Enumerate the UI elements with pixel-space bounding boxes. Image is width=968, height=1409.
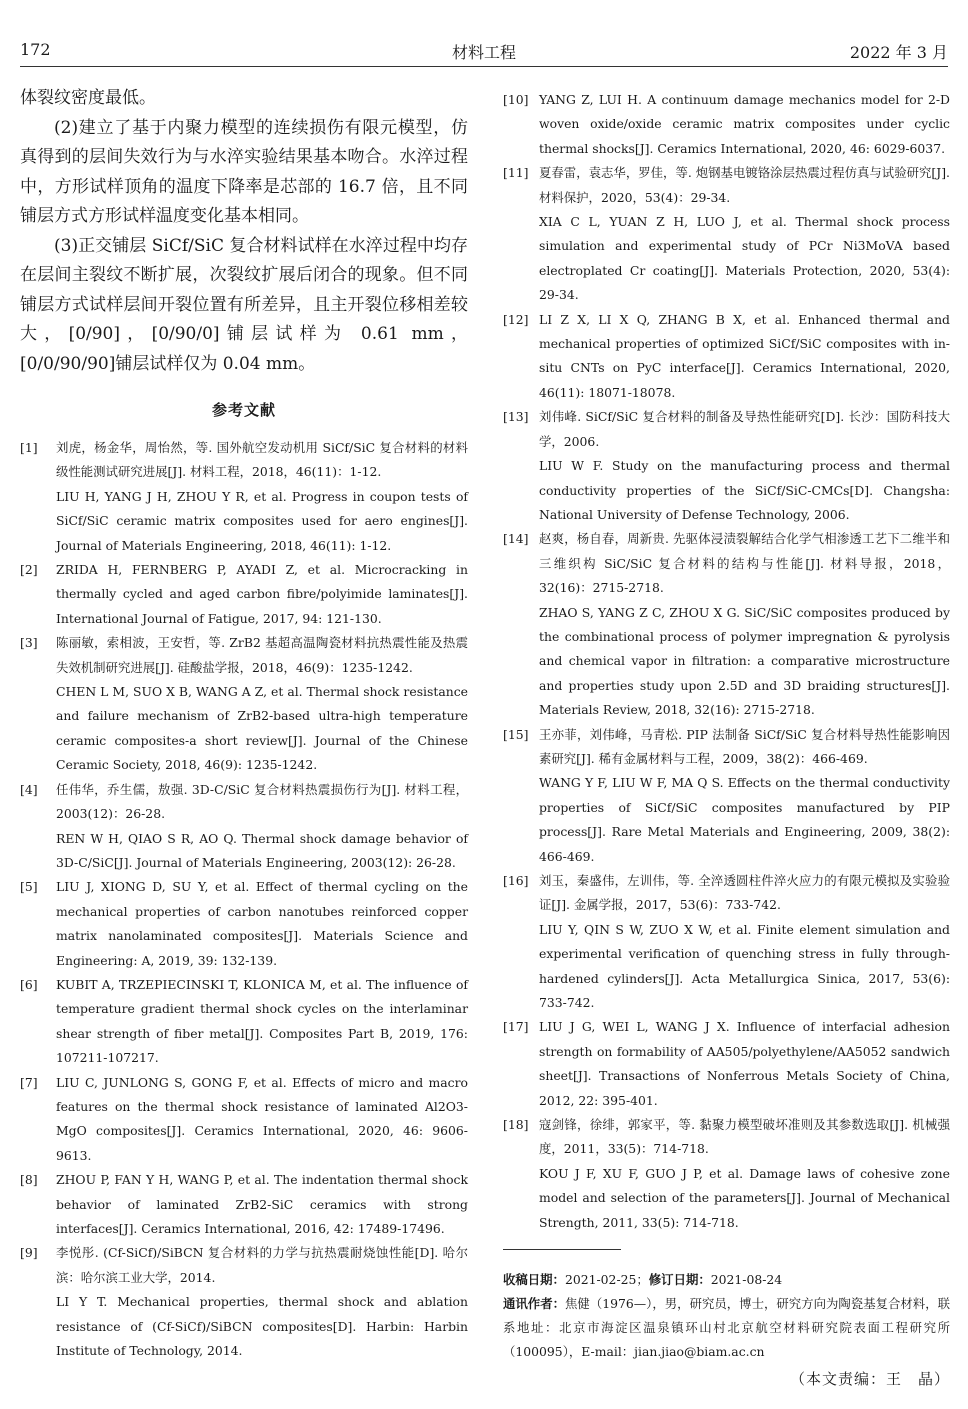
reference-number: [11] — [503, 165, 529, 181]
reference-text: CHEN L M, SUO X B, WANG A Z, et al. Thermal shock resistance and failure mechanism of ZrB2-based ultra-high temperature ceramic composites-a short review[J]. Journal of the Chinese Ceramic Society, 2018, 46(9): 1235-1242. — [56, 684, 468, 773]
reference-item — [20, 1168, 468, 1241]
revised-label: 修订日期： — [648, 1272, 711, 1288]
conclusion-paragraph: 体裂纹密度最低。 — [20, 88, 156, 108]
reference-number: [15] — [503, 726, 529, 742]
reference-text: LI Z X, LI X Q, ZHANG B X, et al. Enhanced thermal and mechanical properties of optimized SiCf/SiC composites with in-situ CNTs on PyC interface[J]. Ceramics International, 2020, 46(11): 18071-18078. — [539, 311, 950, 400]
conclusion-paragraph: (2)建立了基于内聚力模型的连续损伤有限元模型，仿真得到的层间失效行为与水淬实验结果基本吻合。水淬过程中，方形试样顶角的温度下降率是芯部的 16.7 倍，且不同铺层方式方形试样温度变化基本相同。 — [20, 117, 468, 226]
footnote-divider — [503, 1249, 621, 1250]
revised-value: 2021-08-24 — [710, 1272, 783, 1288]
reference-text: 寇剑锋，徐绯，郭家平，等. 黏聚力模型破坏准则及其参数选取[J]. 机械强度，2011，33(5)：714-718. — [539, 1117, 950, 1157]
reference-item — [20, 436, 468, 558]
header-rule — [20, 66, 948, 67]
page-header — [20, 40, 948, 66]
reference-text: LIU Y, QIN S W, ZUO X W, et al. Finite element simulation and experimental verification of quenching stress in fully through-hardened cylinders[J]. Acta Metallurgica Sinica, 2017, 53(6): 733-742. — [539, 921, 950, 1011]
reference-item — [20, 1241, 468, 1363]
reference-item — [503, 1015, 950, 1113]
reference-number: [1] — [20, 440, 38, 455]
reference-item — [503, 723, 950, 869]
editor-note: （本文责编：王 晶） — [789, 1370, 950, 1389]
author-value: 焦健（1976—），男，研究员，博士，研究方向为陶瓷基复合材料，联系地址：北京市海淀区温泉镇环山村北京航空材料研究院表面工程研究所（100095），E-mail：jian.jiao@biam.ac.cn — [503, 1296, 950, 1360]
reference-item — [503, 869, 950, 1015]
issue-date: 2022 年 3 月 — [849, 43, 948, 62]
reference-item — [20, 558, 468, 631]
reference-text: 陈丽敏，索相波，王安哲，等. ZrB2 基超高温陶瓷材料抗热震性能及热震失效机制研究进展[J]. 硅酸盐学报，2018，46(9)：1235-1242. — [56, 635, 468, 675]
reference-item — [20, 778, 468, 876]
reference-text: 任伟华，乔生儒，敖强. 3D-C/SiC 复合材料热震损伤行为[J]. 材料工程，2003(12)：26-28. — [56, 781, 468, 822]
reference-text: YANG Z, LUI H. A continuum damage mechanics model for 2-D woven oxide/oxide ceramic matrix composites under cyclic thermal shocks[J]. Ceramics International, 2020, 46: 6029-6037. — [539, 92, 950, 156]
reference-text: WANG Y F, LIU W F, MA Q S. Effects on the thermal conductivity properties of SiCf/SiC composites manufactured by PIP process[J]. Rare Metal Materials and Engineering, 2009, 38(2): 466-469. — [539, 775, 950, 864]
reference-text: 刘玉，秦盛伟，左训伟，等. 全淬透圆柱件淬火应力的有限元模拟及实验验证[J]. 金属学报，2017，53(6)：733-742. — [539, 873, 950, 913]
references-list-right — [503, 88, 950, 1235]
reference-text: 赵爽，杨自春，周新贵. 先驱体浸渍裂解结合化学气相渗透工艺下二维半和三维织构 SiC/SiC 复合材料的结构与性能[J]. 材料导报，2018，32(16)：2715-2718. — [539, 531, 950, 596]
page-number: 172 — [20, 40, 51, 59]
reference-number: [13] — [503, 409, 529, 425]
reference-text: ZHAO S, YANG Z C, ZHOU X G. SiC/SiC composites produced by the combinational process of polymer impregnation & pyrolysis and chemical vapor in filtration: a comparative microstructure and properties study upon 2.5D and 3D braiding structures[J]. Materials Review, 2018, 32(16): 2715-2718. — [539, 604, 950, 718]
reference-item — [20, 973, 468, 1071]
reference-text: LIU H, YANG J H, ZHOU Y R, et al. Progress in coupon tests of SiCf/SiC ceramic matrix composites used for aero engines[J]. Journal of Materials Engineering, 2018, 46(11): 1-12. — [56, 488, 468, 553]
reference-number: [3] — [20, 635, 38, 651]
reference-text: LI Y T. Mechanical properties, thermal shock and ablation resistance of (Cf-SiCf)/SiBCN composites[D]. Harbin: Harbin Institute of Technology, 2014. — [56, 1294, 468, 1359]
received-label: 收稿日期： — [503, 1272, 565, 1288]
reference-number: [6] — [20, 976, 38, 992]
reference-text: KUBIT A, TRZEPIECINSKI T, KLONICA M, et al. The influence of temperature gradient thermal shock cycles on the interlaminar shear strength of fiber metal[J]. Composites Part B, 2019, 176: 107211-107217. — [56, 976, 468, 1066]
received-value: 2021-02-25； — [564, 1272, 649, 1288]
reference-number: [10] — [503, 92, 529, 107]
references-list-left — [20, 436, 468, 1363]
reference-number: [9] — [20, 1245, 38, 1261]
reference-item — [20, 631, 468, 777]
reference-number: [17] — [503, 1019, 529, 1035]
reference-text: 王亦菲，刘伟峰，马青松. PIP 法制备 SiCf/SiC 复合材料导热性能影响因素研究[J]. 稀有金属材料与工程，2009，38(2)：466-469. — [539, 726, 950, 766]
reference-item — [503, 88, 950, 161]
article-info — [503, 1268, 950, 1364]
reference-text: 刘虎，杨金华，周怡然，等. 国外航空发动机用 SiCf/SiC 复合材料的材料级性能测试研究进展[J]. 材料工程，2018，46(11)：1-12. — [56, 440, 468, 480]
reference-number: [16] — [503, 873, 529, 888]
reference-text: XIA C L, YUAN Z H, LUO J, et al. Thermal shock process simulation and experimental study of PCr Ni3MoVA based electroplated Cr coating[J]. Materials Protection, 2020, 53(4): 29-34. — [539, 214, 950, 303]
author-line — [503, 1292, 950, 1364]
reference-item — [503, 1113, 950, 1235]
reference-text: LIU W F. Study on the manufacturing process and thermal conductivity properties of the SiCf/SiC-CMCs[D]. Changsha: National University of Defense Technology, 2006. — [539, 458, 950, 522]
reference-text: 夏春雷，袁志华，罗佳，等. 炮钢基电镀铬涂层热震过程仿真与试验研究[J]. 材料保护，2020，53(4)：29-34. — [539, 165, 950, 205]
reference-number: [12] — [503, 311, 529, 327]
conclusion-text — [20, 84, 468, 379]
reference-number: [14] — [503, 531, 529, 547]
reference-text: REN W H, QIAO S R, AO Q. Thermal shock damage behavior of 3D-C/SiC[J]. Journal of Materials Engineering, 2003(12): 26-28. — [56, 830, 468, 870]
reference-number: [4] — [20, 781, 38, 797]
reference-number: [5] — [20, 879, 38, 895]
reference-text: LIU C, JUNLONG S, GONG F, et al. Effects of micro and macro features on the thermal shock resistance of laminated Al2O3-MgO composites[J]. Ceramics International, 2020, 46: 9606-9613. — [56, 1074, 468, 1163]
reference-item — [20, 1071, 468, 1169]
journal-title: 材料工程 — [451, 43, 516, 62]
reference-text: 刘伟峰. SiCf/SiC 复合材料的制备及导热性能研究[D]. 长沙：国防科技大学，2006. — [539, 409, 950, 449]
reference-item — [503, 405, 950, 527]
reference-item — [20, 875, 468, 973]
reference-text: LIU J, XIONG D, SU Y, et al. Effect of thermal cycling on the mechanical properties of carbon nanotubes reinforced copper matrix nanolaminated composites[J]. Materials Science and Engineering: A, 2019, 39: 132-139. — [56, 879, 468, 968]
reference-text: ZHOU P, FAN Y H, WANG P, et al. The indentation thermal shock behavior of laminated ZrB2-SiC ceramics with strong interfaces[J]. Ceramics International, 2016, 42: 17489-17496. — [56, 1172, 468, 1236]
reference-item — [503, 527, 950, 722]
conclusion-paragraph: (3)正交铺层 SiCf/SiC 复合材料试样在水淬过程中均存在层间主裂纹不断扩展，次裂纹扩展后闭合的现象。但不同铺层方式试样层间开裂位置有所差异，且主开裂位移相差较大，[0/90]，[0/90/0]铺层试样为 0.61 mm，[0/0/90/90]铺层试样仅为 0.04 mm。 — [20, 235, 468, 374]
left-column — [20, 84, 468, 1363]
reference-item — [503, 308, 950, 406]
reference-number: [8] — [20, 1172, 38, 1188]
reference-text: LIU J G, WEI L, WANG J X. Influence of interfacial adhesion strength on formability of AA505/polyethylene/AA5052 sandwich sheet[J]. Transactions of Nonferrous Metals Society of China, 2012, 22: 395-401. — [539, 1019, 950, 1108]
reference-text: ZRIDA H, FERNBERG P, AYADI Z, et al. Microcracking in thermally cycled and aged carbon fibre/polyimide laminates[J]. International Journal of Fatigue, 2017, 94: 121-130. — [56, 562, 468, 626]
references-heading: 参考文献 — [211, 401, 276, 419]
dates-line — [503, 1268, 950, 1292]
author-label: 通讯作者： — [503, 1296, 566, 1312]
reference-number: [2] — [20, 562, 38, 578]
reference-text: 李悦彤. (Cf-SiCf)/SiBCN 复合材料的力学与抗热震耐烧蚀性能[D]. 哈尔滨：哈尔滨工业大学，2014. — [56, 1245, 468, 1285]
reference-text: KOU J F, XU F, GUO J P, et al. Damage laws of cohesive zone model and selection of the parameters[J]. Journal of Mechanical Strength, 2011, 33(5): 714-718. — [539, 1165, 950, 1230]
reference-number: [7] — [20, 1074, 38, 1090]
right-column — [503, 88, 950, 1389]
reference-item — [503, 161, 950, 307]
reference-number: [18] — [503, 1117, 529, 1133]
